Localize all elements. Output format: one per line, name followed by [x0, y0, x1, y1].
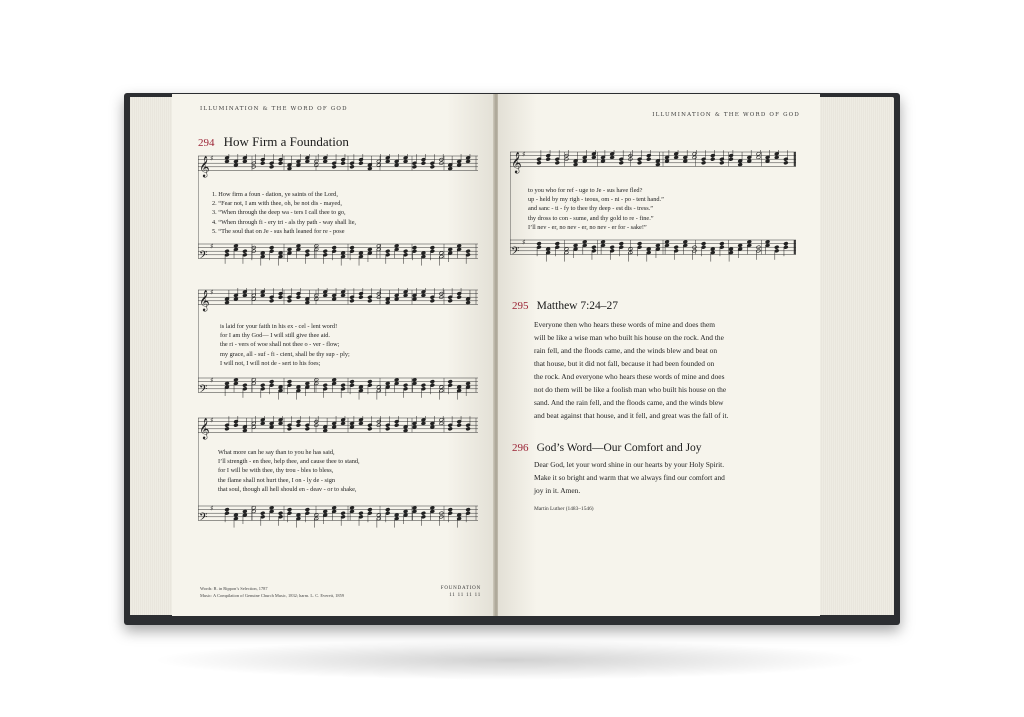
hymn-lyrics-system-1 [212, 190, 356, 236]
note-head [430, 425, 435, 429]
note-head [421, 293, 426, 297]
note-head [367, 167, 372, 171]
note-head [350, 380, 355, 384]
reading-line: and beat against that house, and it fell, and great was the fall of it. [534, 411, 729, 420]
treble-clef-icon: 𝄞 [199, 290, 210, 312]
book-shadow [150, 640, 870, 680]
note-head [341, 421, 346, 425]
reading-text [534, 318, 728, 422]
note-head [738, 243, 743, 247]
note-head [305, 301, 310, 305]
note-head [305, 508, 310, 512]
note-head [278, 295, 283, 299]
note-head [269, 425, 274, 429]
running-head-left: ILLUMINATION & THE WORD OF GOD [200, 106, 348, 112]
note-head [242, 509, 247, 513]
lyric-line: 2. “Fear not, I am with thee, oh, be not dis - mayed, [212, 200, 342, 208]
note-head [421, 251, 426, 255]
note-head [412, 425, 417, 429]
reading-line: not do them will be like a foolish man who built his house on the [534, 385, 727, 394]
note-head [394, 513, 399, 517]
note-head [403, 429, 408, 433]
note-head [619, 161, 624, 165]
note-head [287, 508, 292, 512]
note-head [555, 161, 560, 165]
note-head [610, 245, 615, 249]
note-head [448, 508, 453, 512]
note-head [341, 161, 346, 165]
note-head [448, 167, 453, 171]
key-signature-sharp-icon: ♯ [210, 154, 214, 163]
note-head [269, 380, 274, 384]
note-head [601, 159, 606, 163]
note-head [350, 165, 355, 169]
note-head [269, 246, 274, 250]
note-head [448, 380, 453, 384]
bass-staff [198, 376, 478, 398]
note-head [385, 301, 390, 305]
hymn-title: How Firm a Foundation [223, 134, 349, 149]
note-head [278, 421, 283, 425]
note-head [783, 161, 788, 165]
note-head [359, 511, 364, 515]
note-head [747, 159, 752, 163]
note-head [341, 293, 346, 297]
prayer-number: 296 [512, 442, 529, 454]
bass-clef-icon: 𝄢 [199, 511, 208, 527]
note-head [234, 163, 239, 167]
right-page [498, 94, 820, 616]
reading-line: sand. And the rain fell, and the floods came, and the winds blew [534, 398, 724, 407]
note-head [359, 421, 364, 425]
bass-staff [198, 242, 478, 264]
prayer-line: Make it so bright and warm that we always find our comfort and [534, 473, 725, 482]
note-head [296, 513, 301, 517]
note-head [421, 161, 426, 165]
treble-staff [198, 288, 478, 311]
note-head [225, 508, 230, 512]
prayer-line: joy in it. Amen. [534, 486, 581, 495]
bass-clef-icon: 𝄢 [199, 383, 208, 399]
treble-clef-icon: 𝄞 [511, 152, 522, 174]
note-head [296, 244, 301, 248]
note-head [466, 301, 471, 305]
lyric-line: I will not, I will not de - sert to his foes; [220, 359, 321, 367]
note-head [674, 155, 679, 159]
note-head [225, 301, 230, 305]
note-head [457, 385, 462, 389]
note-head [359, 161, 364, 165]
note-head [701, 161, 706, 165]
note-head [655, 163, 660, 167]
lyric-line: for I am thy God— I will still give thee aid. [220, 332, 330, 340]
note-head [234, 297, 239, 301]
note-head [287, 247, 292, 251]
note-head [278, 385, 283, 389]
note-head [610, 155, 615, 159]
note-head [457, 513, 462, 517]
note-head [683, 159, 688, 163]
lyric-line: thy dross to con - sume, and thy gold to re - fine.” [528, 214, 654, 222]
note-head [591, 245, 596, 249]
note-head [287, 167, 292, 171]
note-head [234, 244, 239, 248]
note-head [385, 249, 390, 253]
reading-title: Matthew 7:24–27 [536, 300, 619, 312]
note-head [546, 247, 551, 251]
note-head [403, 159, 408, 163]
note-head [412, 378, 417, 382]
note-head [403, 509, 408, 513]
note-head [466, 249, 471, 253]
note-head [323, 159, 328, 163]
credits-words: Words: R. in Rippon’s Selection, 1787 [200, 586, 268, 591]
note-head [260, 251, 265, 255]
note-head [314, 378, 319, 382]
reading-line: the rock. And everyone who hears these words of mine and does [534, 372, 725, 381]
prayer-title: God’s Word—Our Comfort and Joy [536, 442, 702, 454]
note-head [242, 293, 247, 297]
note-head [637, 242, 642, 246]
note-head [242, 383, 247, 387]
note-head [582, 240, 587, 244]
hymn-lyrics-system-3 [218, 448, 360, 494]
lyric-line: 1. How firm a foun - dation, ye saints of the Lord, [212, 191, 338, 198]
credits-music: Music: A Compilation of Genuine Church Music, 1832; harm. L. C. Everett, 1859 [200, 593, 345, 598]
note-head [412, 165, 417, 169]
lyric-line: for I will be with thee, thy trou - bles to bless, [218, 467, 334, 475]
note-head [412, 506, 417, 510]
note-head [646, 247, 651, 251]
hymn-heading [198, 131, 349, 150]
note-head [394, 297, 399, 301]
running-head-right: ILLUMINATION & THE WORD OF GOD [652, 112, 800, 118]
note-head [674, 245, 679, 249]
note-head [710, 157, 715, 161]
reading-line: rain fell, and the floods came, and the winds blew and beat on [534, 346, 718, 355]
lyric-line: 5. “The soul that on Je - sus hath leaned for re - pose [212, 227, 345, 235]
lyric-line: What more can he say than to you he has said, [218, 449, 335, 456]
note-head [466, 381, 471, 385]
note-head [332, 246, 337, 250]
reading-line: will be like a wise man who built his house on the rock. And the [534, 333, 724, 342]
note-head [421, 511, 426, 515]
treble-clef-icon: 𝄞 [199, 156, 210, 178]
bass-clef-icon: 𝄢 [199, 249, 208, 265]
note-head [412, 246, 417, 250]
note-head [376, 163, 381, 167]
key-signature-sharp-icon: ♯ [210, 504, 214, 513]
lyric-line: 4. “When through fi - ery tri - als thy path - way shall lie, [212, 218, 357, 226]
bass-staff [510, 238, 796, 260]
prayer-attribution: Martin Luther (1483–1546) [534, 506, 594, 512]
note-head [376, 385, 381, 389]
lyric-line: my grace, all - suf - fi - cient, shall be thy sup - ply; [220, 350, 350, 358]
hymn-credits [200, 585, 344, 599]
key-signature-sharp-icon: ♯ [210, 242, 214, 251]
note-head [287, 299, 292, 303]
note-head [260, 511, 265, 515]
note-head [376, 244, 381, 248]
hymn-lyrics-system-4 [528, 186, 664, 232]
note-head [242, 429, 247, 433]
note-head [332, 425, 337, 429]
hymn-lyrics-system-2 [220, 322, 350, 368]
key-signature-sharp-icon: ♯ [210, 376, 214, 385]
note-head [350, 506, 355, 510]
note-head [582, 159, 587, 163]
lyric-line: 3. “When through the deep wa - ters I call thee to go, [212, 209, 346, 217]
note-head [234, 423, 239, 427]
note-head [403, 293, 408, 297]
note-head [546, 157, 551, 161]
note-head [412, 297, 417, 301]
note-head [655, 243, 660, 247]
note-head [448, 247, 453, 251]
note-head [421, 383, 426, 387]
note-head [305, 159, 310, 163]
note-head [278, 161, 283, 165]
note-head [225, 381, 230, 385]
bass-clef-icon: 𝄢 [511, 245, 520, 261]
note-head [242, 159, 247, 163]
lyric-line: the flame shall not hurt thee, I on - ly de - sign [218, 476, 335, 484]
note-head [260, 421, 265, 425]
treble-staff [198, 416, 478, 439]
key-signature-sharp-icon: ♯ [210, 288, 214, 297]
lyric-line: is laid for your faith in his ex - cel - lent word! [220, 323, 338, 330]
treble-staff [198, 154, 478, 177]
note-head [341, 511, 346, 515]
key-signature-sharp-icon: ♯ [522, 150, 526, 159]
note-head [457, 295, 462, 299]
note-head [573, 163, 578, 167]
note-head [385, 508, 390, 512]
right-page-edges [818, 97, 894, 615]
note-head [305, 249, 310, 253]
note-head [719, 161, 724, 165]
note-head [260, 293, 265, 297]
note-head [385, 427, 390, 431]
note-head [314, 244, 319, 248]
note-head [296, 163, 301, 167]
note-head [601, 240, 606, 244]
note-head [367, 247, 372, 251]
note-head [269, 299, 274, 303]
treble-staff [510, 150, 796, 173]
note-head [296, 385, 301, 389]
lyric-line: and sanc - ti - fy to thee thy deep - est dis - tress.” [528, 205, 654, 213]
note-head [466, 159, 471, 163]
note-head [269, 506, 274, 510]
lyric-line: up - held by my righ - teous, om - ni - po - tent hand.” [528, 196, 664, 204]
note-head [394, 378, 399, 382]
note-head [747, 240, 752, 244]
note-head [555, 242, 560, 246]
note-head [332, 506, 337, 510]
note-head [341, 383, 346, 387]
prayer-heading [512, 436, 702, 455]
note-head [421, 421, 426, 425]
note-head [430, 380, 435, 384]
note-head [591, 155, 596, 159]
note-head [466, 427, 471, 431]
note-head [260, 161, 265, 165]
reading-line: that house, but it did not fall, because it had been founded on [534, 359, 715, 368]
note-head [394, 244, 399, 248]
meter: 11 11 11 11 [449, 593, 481, 598]
note-head [287, 380, 292, 384]
note-head [323, 509, 328, 513]
note-head [774, 155, 779, 159]
note-head [430, 506, 435, 510]
note-head [457, 244, 462, 248]
note-head [296, 295, 301, 299]
note-head [269, 165, 274, 169]
note-head [314, 513, 319, 517]
note-head [305, 381, 310, 385]
note-head [439, 385, 444, 389]
note-head [394, 423, 399, 427]
note-head [537, 242, 542, 246]
note-head [466, 508, 471, 512]
note-head [430, 299, 435, 303]
prayer-line: Dear God, let your word shine in our hearts by your Holy Spirit. [534, 460, 725, 469]
note-head [783, 242, 788, 246]
note-head [350, 425, 355, 429]
note-head [332, 297, 337, 301]
note-head [683, 240, 688, 244]
note-head [260, 383, 265, 387]
note-head [385, 381, 390, 385]
note-head [332, 165, 337, 169]
treble-clef-icon: 𝄞 [199, 418, 210, 440]
note-head [457, 423, 462, 427]
note-head [756, 155, 761, 159]
note-head [359, 385, 364, 389]
lyric-line: the ri - vers of woe shall not thee o - ver - flow; [220, 341, 340, 349]
note-head [323, 293, 328, 297]
reading-number: 295 [512, 300, 529, 312]
note-head [692, 155, 697, 159]
bass-staff [198, 504, 478, 526]
note-head [573, 243, 578, 247]
note-head [225, 427, 230, 431]
note-head [710, 247, 715, 251]
note-head [537, 161, 542, 165]
note-head [701, 242, 706, 246]
key-signature-sharp-icon: ♯ [210, 416, 214, 425]
note-head [765, 240, 770, 244]
note-head [287, 427, 292, 431]
tune-name: FOUNDATION [440, 586, 481, 591]
note-head [619, 242, 624, 246]
note-head [729, 157, 734, 161]
note-head [341, 251, 346, 255]
lyric-line: I’ll strength - en thee, help thee, and cause thee to stand, [218, 458, 360, 466]
note-head [439, 251, 444, 255]
note-head [350, 299, 355, 303]
note-head [457, 163, 462, 167]
note-head [234, 513, 239, 517]
note-head [765, 159, 770, 163]
note-head [448, 299, 453, 303]
note-head [367, 508, 372, 512]
prayer-text [534, 458, 725, 497]
lyric-line: I’ll nev - er, no nev - er, no nev - er for - sake!” [528, 223, 647, 231]
left-page-edges [130, 97, 172, 615]
note-head [323, 383, 328, 387]
note-head [314, 163, 319, 167]
note-head [403, 249, 408, 253]
hymn-number: 294 [198, 137, 215, 149]
note-head [430, 165, 435, 169]
note-head [225, 159, 230, 163]
note-head [332, 378, 337, 382]
note-head [225, 249, 230, 253]
note-head [774, 245, 779, 249]
note-head [367, 380, 372, 384]
note-head [719, 242, 724, 246]
note-head [738, 163, 743, 167]
note-head [305, 427, 310, 431]
note-head [278, 251, 283, 255]
lyric-line: that soul, though all hell should en - deav - or to shake, [218, 485, 357, 493]
left-page [172, 94, 495, 616]
note-head [376, 513, 381, 517]
note-head [359, 295, 364, 299]
note-head [385, 159, 390, 163]
note-head [646, 157, 651, 161]
note-head [367, 427, 372, 431]
note-head [665, 159, 670, 163]
note-head [323, 429, 328, 433]
lyric-line: to you who for ref - uge to Je - sus have fled? [528, 187, 643, 194]
note-head [359, 251, 364, 255]
note-head [296, 423, 301, 427]
note-head [448, 427, 453, 431]
reading-heading [512, 294, 618, 313]
note-head [314, 297, 319, 301]
note-head [439, 421, 444, 425]
note-head [729, 247, 734, 251]
note-head [234, 378, 239, 382]
note-head [637, 161, 642, 165]
note-head [278, 511, 283, 515]
tune-info [441, 585, 481, 599]
note-head [323, 249, 328, 253]
note-head [350, 246, 355, 250]
note-head [394, 163, 399, 167]
key-signature-sharp-icon: ♯ [522, 238, 526, 247]
note-head [665, 240, 670, 244]
note-head [367, 299, 372, 303]
note-head [430, 246, 435, 250]
note-head [403, 383, 408, 387]
reading-line: Everyone then who hears these words of mine and does them [534, 320, 716, 329]
note-head [242, 249, 247, 253]
